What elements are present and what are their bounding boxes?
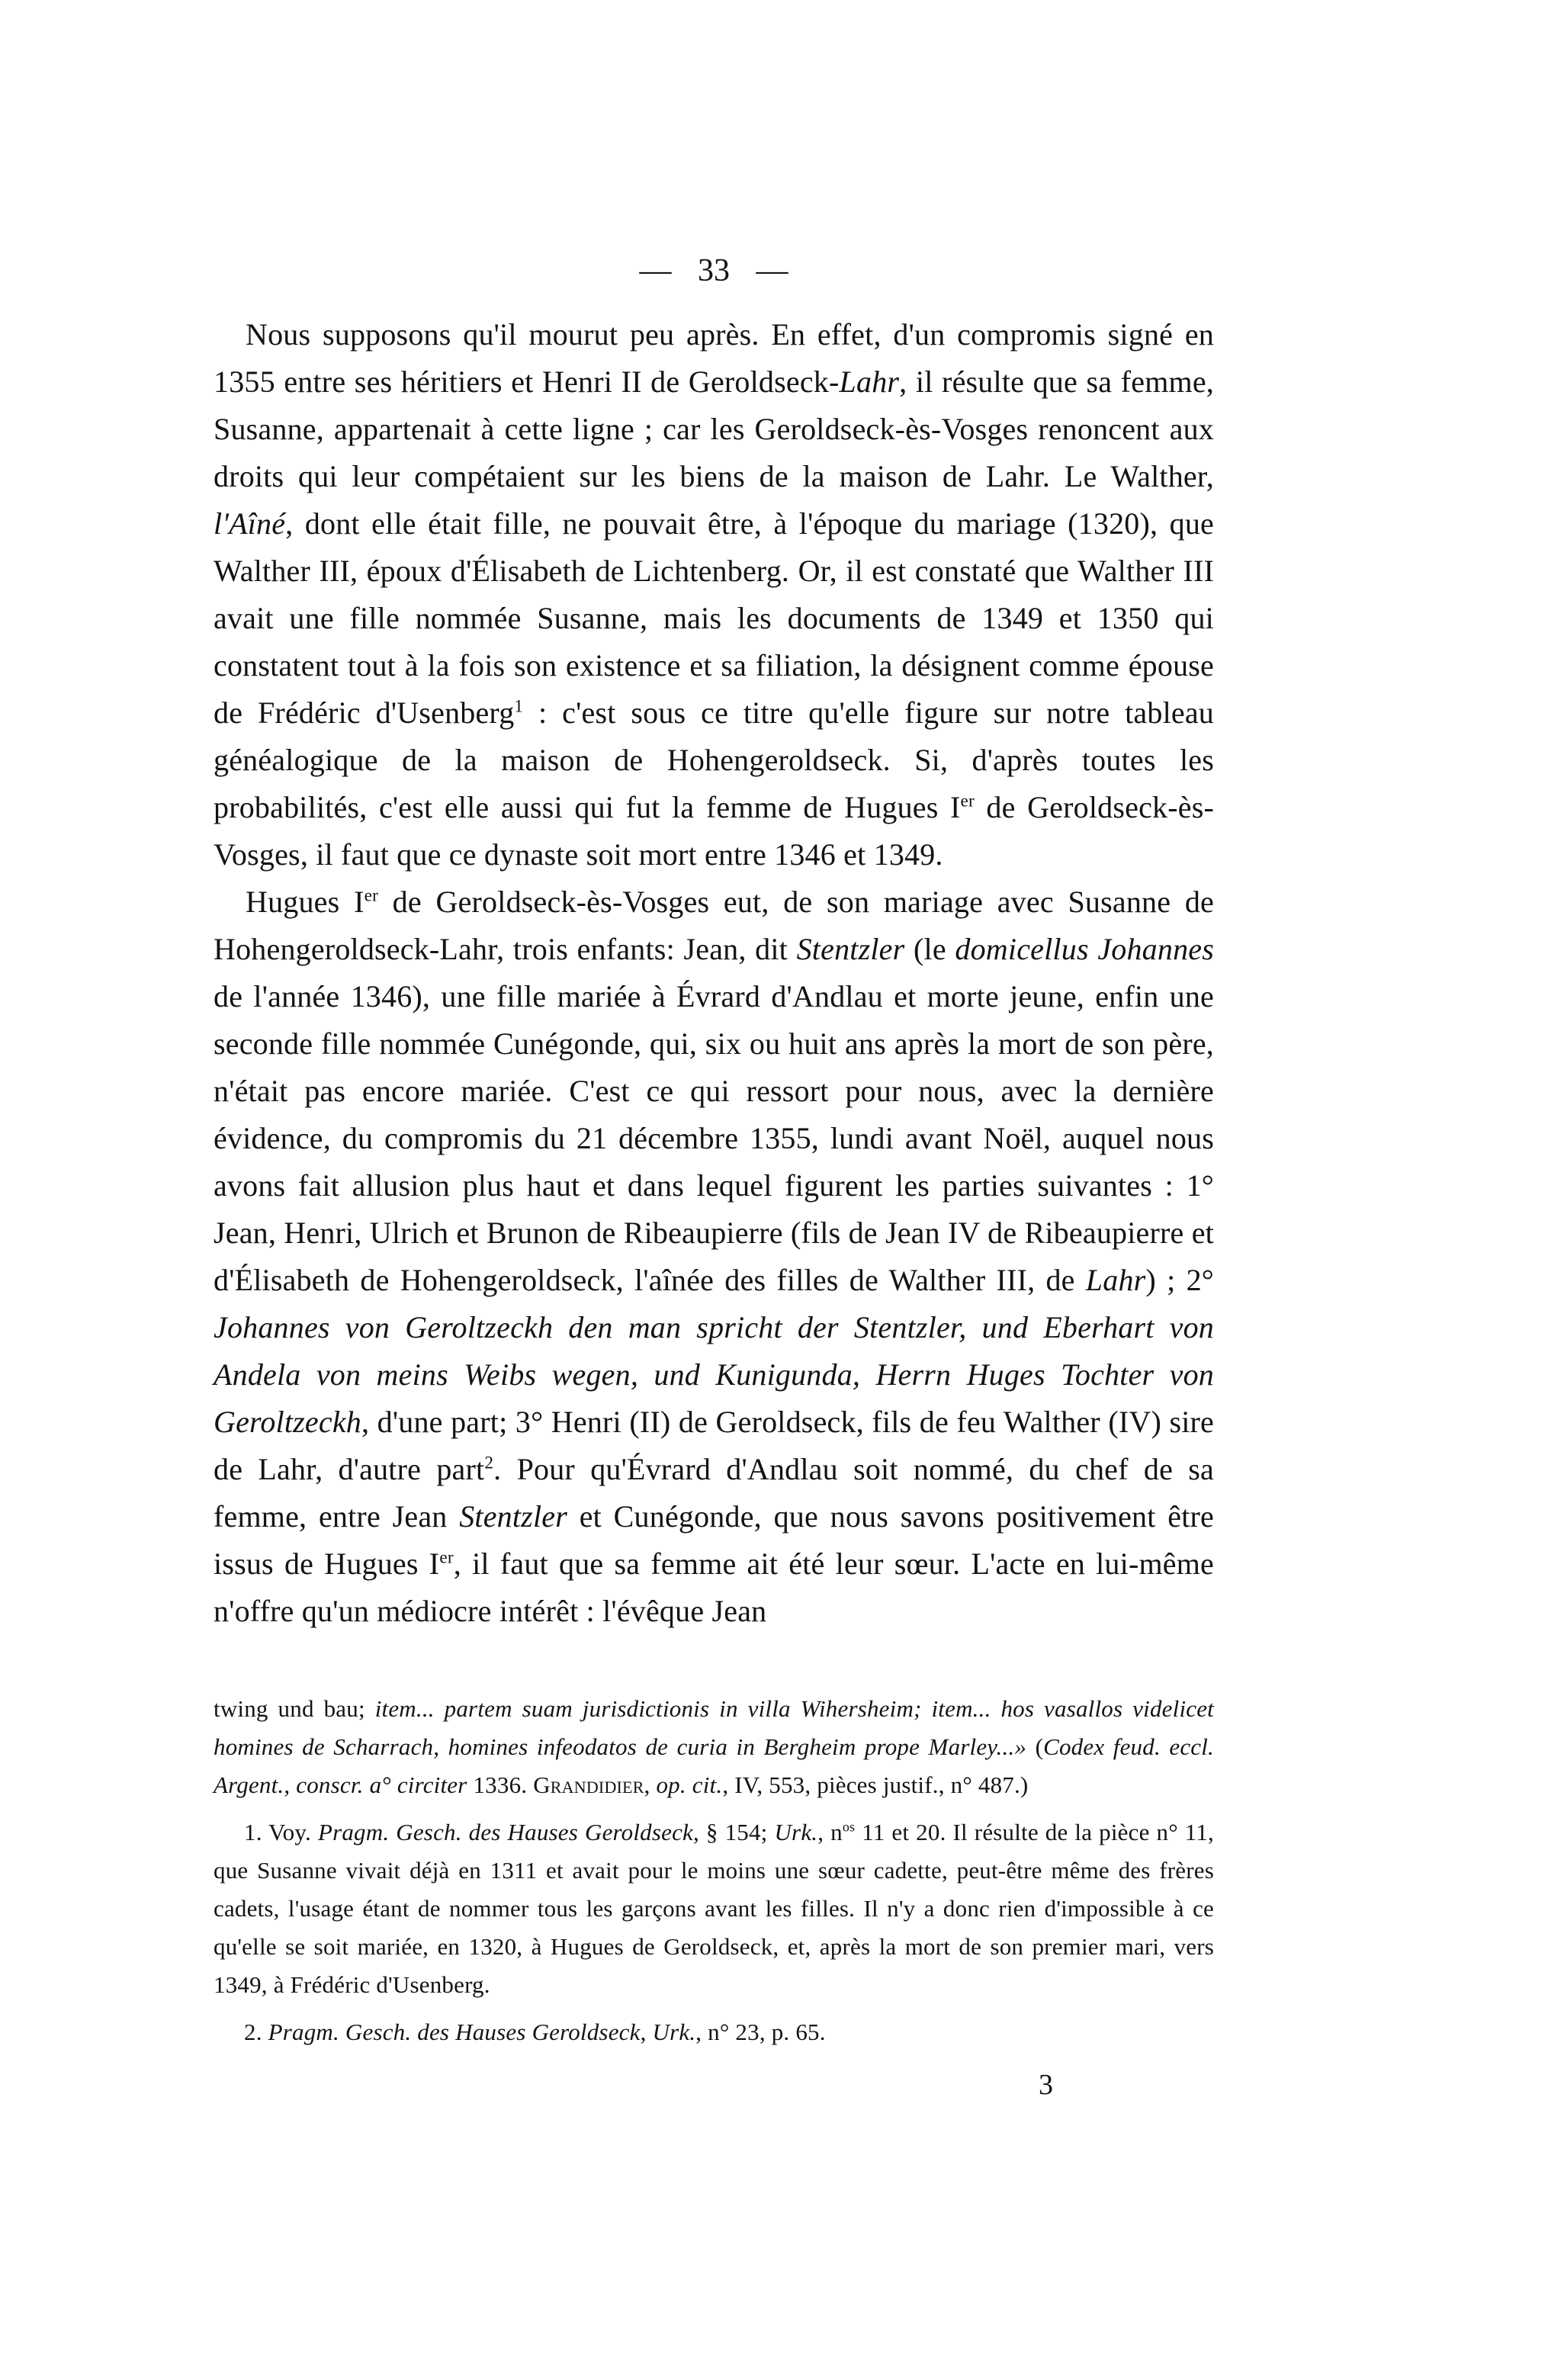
ordinal-suffix: os	[842, 1819, 856, 1835]
text-run: 2.	[244, 2019, 268, 2045]
text-run-italic: Pragm. Gesch. des Hauses Geroldseck	[268, 2019, 641, 2045]
text-run: 11 et 20. Il résulte de la pièce n° 11, que Susanne vivait déjà en 1311 et avait pour le moins une sœur cadette, peut-être même des frères cadets, l'usage étant de nommer tous les garçons avant les filles. Il n'y a donc rien d'impossible à ce qu'elle se soit mariée, en 1320, à Hugues de Geroldseck, et, après la mort de son premier mari, vers 1349, à Frédéric d'Usenberg.	[214, 1819, 1214, 1998]
text-run: ,	[640, 2019, 653, 2045]
text-run-italic: Pragm. Gesch. des Hauses Geroldseck	[317, 1819, 693, 1845]
text-run: , d'une part; 3° Henri (II) de Geroldseck, fils de feu Walther (IV) sire de Lahr, d'autre part	[214, 1405, 1214, 1486]
text-run: Hugues I	[246, 885, 365, 919]
ordinal-suffix: er	[439, 1547, 454, 1568]
text-run: (le	[904, 932, 955, 966]
text-run: de Geroldseck-ès-Vosges eut, de son mariage avec Susanne de Hohengeroldseck-Lahr, trois enfants: Jean, dit	[214, 885, 1214, 966]
text-run-italic: Stentzler	[796, 932, 905, 966]
footnote-continuation	[214, 1690, 1214, 1804]
text-run: ,	[644, 1771, 657, 1798]
ordinal-suffix: er	[364, 885, 379, 906]
paragraph-2	[214, 878, 1214, 1635]
text-run-italic: item... partem suam jurisdictionis in villa Wihersheim; item... hos vasallos videlicet homines de Scharrach, homines infeodatos de curia in Bergheim prope Marley...»	[214, 1695, 1214, 1760]
text-run: , n	[817, 1819, 843, 1845]
text-run: , il faut que sa femme ait été leur sœur. L'acte en lui-même n'offre qu'un médiocre intérêt : l'évêque Jean	[214, 1547, 1214, 1628]
text-run: , il résulte que sa femme, Susanne, appartenait à cette ligne ; car les Geroldseck-ès-Vosges renoncent aux droits qui leur compétaient sur les biens de la maison de Lahr. Le Walther,	[214, 365, 1215, 493]
footnote-ref-1: 1	[514, 696, 524, 717]
footnote-ref-2: 2	[484, 1453, 494, 1473]
text-run-italic: Lahr	[839, 365, 900, 399]
text-run: , n° 23, p. 65.	[695, 2019, 826, 2045]
text-run: (	[1026, 1733, 1044, 1760]
text-run: twing und bau;	[214, 1695, 375, 1722]
text-run: , dont elle était fille, ne pouvait être, à l'époque du mariage (1320), que Walther III, époux d'Élisabeth de Lichtenberg. Or, il est constaté que Walther III avait une fille nommée Susanne, mais les documents de 1349 et 1350 qui constatent tout à la fois son existence et sa filiation, la désignent comme épouse de Frédéric d'Usenberg	[214, 506, 1214, 730]
paragraph-1	[214, 311, 1214, 878]
signature-number: 3	[1039, 2069, 1053, 2101]
text-block	[214, 253, 1214, 2102]
text-run-italic: Urk.	[774, 1819, 818, 1845]
footnotes-block	[214, 1690, 1214, 2051]
text-run: : c'est sous ce titre qu'elle figure sur notre tableau généalogique de la maison de Hohengeroldseck. Si, d'après toutes les probabilités, c'est elle aussi qui fut la femme de Hugues I	[214, 695, 1214, 824]
text-run-italic: Johannes von Geroltzeckh den man spricht der Stentzler, und Eberhart von Andela von meins Weibs wegen, und Kunigunda, Herrn Huges Tochter von Geroltzeckh	[214, 1310, 1214, 1439]
text-run: de l'année 1346), une fille mariée à Évrard d'Andlau et morte jeune, enfin une seconde fille nommée Cunégonde, qui, six ou huit ans après la mort de son père, n'était pas encore mariée. C'est ce qui ressort pour nous, avec la dernière évidence, du compromis du 21 décembre 1355, lundi avant Noël, auquel nous avons fait allusion plus haut et dans lequel figurent les parties suivantes : 1° Jean, Henri, Ulrich et Brunon de Ribeaupierre (fils de Jean IV de Ribeaupierre et d'Élisabeth de Hohengeroldseck, l'aînée des filles de Walther III, de	[214, 979, 1214, 1297]
text-run-italic: Codex feud. eccl. Argent., conscr. a° circiter	[214, 1733, 1214, 1798]
text-run-italic: Urk.	[652, 2019, 696, 2045]
text-run: . Pour qu'Évrard d'Andlau soit nommé, du chef de sa femme, entre Jean	[214, 1452, 1214, 1534]
text-run: de Geroldseck-ès-Vosges, il faut que ce dynaste soit mort entre 1346 et 1349.	[214, 790, 1214, 872]
text-run-italic: Lahr	[1085, 1263, 1146, 1297]
text-run-italic: op. cit.	[656, 1771, 723, 1798]
footnote-2	[214, 2013, 1214, 2051]
text-run: , IV, 553, pièces justif., n° 487.)	[722, 1771, 1029, 1798]
text-run-italic: Stentzler	[459, 1499, 567, 1534]
text-run: 1. Voy.	[244, 1819, 318, 1845]
text-run-italic: domicellus Johannes	[955, 932, 1214, 966]
text-run: et Cunégonde, que nous savons positivement être issus de Hugues I	[214, 1499, 1214, 1581]
text-run: ) ; 2°	[1145, 1263, 1214, 1297]
page-number: — 33 —	[639, 253, 788, 288]
text-run: , § 154;	[693, 1819, 775, 1845]
text-run-smallcaps: Grandidier	[533, 1771, 644, 1798]
ordinal-suffix: er	[960, 791, 975, 811]
text-run: Nous supposons qu'il mourut peu après. En effet, d'un compromis signé en 1355 entre ses héritiers et Henri II de Geroldseck-	[214, 317, 1214, 399]
text-run: 1336.	[467, 1771, 534, 1798]
footnote-1	[214, 1813, 1214, 2004]
text-run-italic: l'Aîné	[214, 506, 286, 541]
